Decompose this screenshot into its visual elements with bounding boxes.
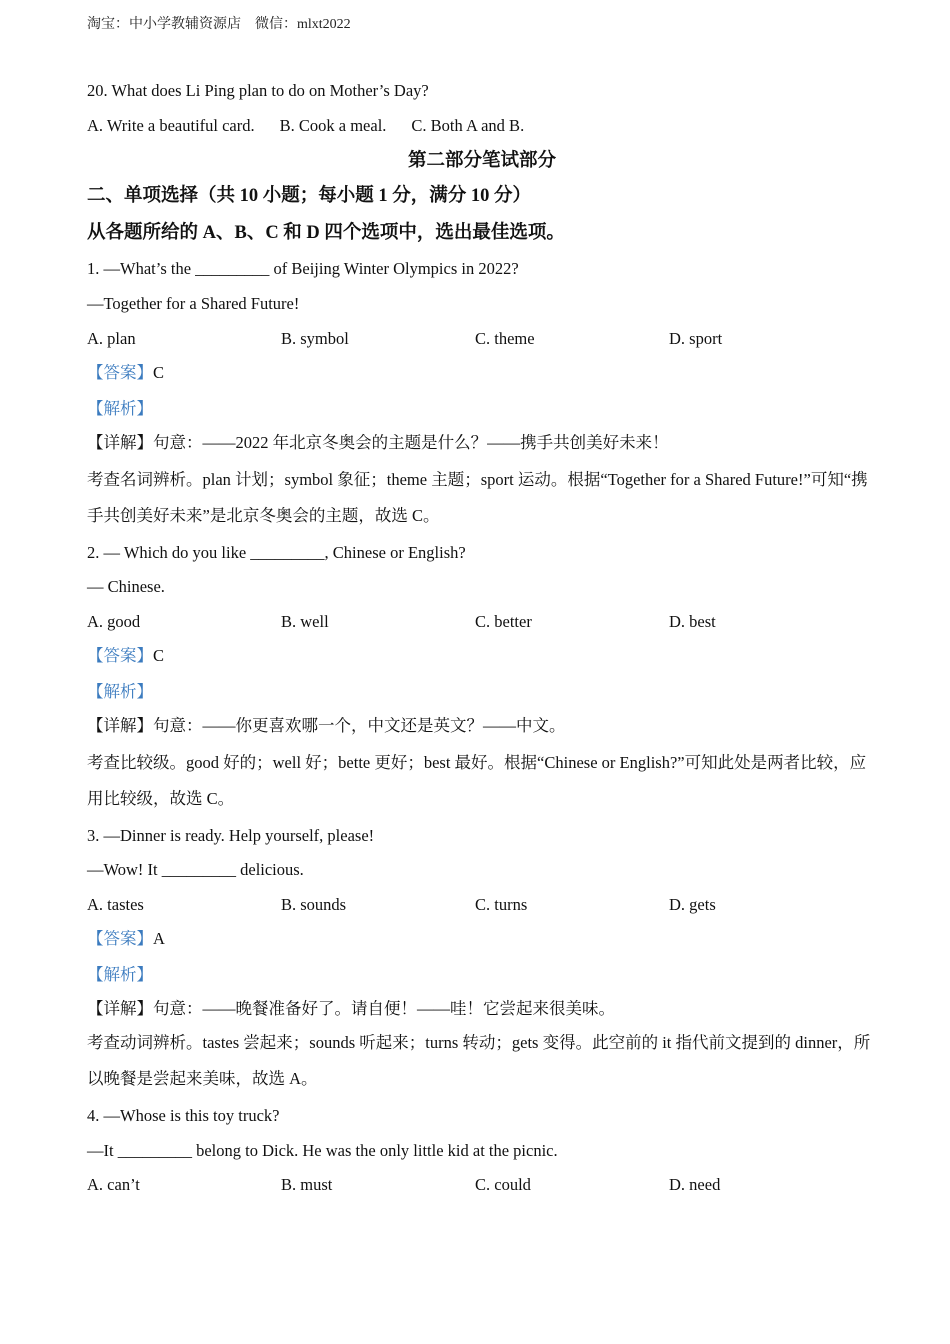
answer-label: 【答案】 (87, 363, 153, 382)
q3-option-c: C. turns (475, 895, 528, 914)
q1-option-c: C. theme (475, 329, 535, 348)
q2-answer (87, 646, 164, 666)
q2-detail: 【详解】句意：——你更喜欢哪一个，中文还是英文？——中文。 (87, 716, 566, 735)
q3-analysis-label: 【解析】 (87, 965, 153, 984)
q3-option-a: A. tastes (87, 895, 144, 914)
q4-line1: 4. —Whose is this toy truck? (87, 1106, 280, 1125)
q3-line2: —Wow! It _________ delicious. (87, 860, 304, 879)
q1-answer-value: C (153, 363, 165, 382)
q4-option-b: B. must (281, 1175, 333, 1194)
q3-answer (87, 929, 165, 949)
q2-analysis-label: 【解析】 (87, 682, 153, 701)
q4-option-a: A. can’t (87, 1175, 140, 1194)
q3-answer-value: A (153, 929, 165, 948)
q3-explanation: 考查动词辨析。tastes 尝起来；sounds 听起来；turns 转动；gets 变得。此空前的 it 指代前文提到的 dinner，所以晚餐是尝起来美味，故选 A。 (87, 1033, 871, 1088)
section-heading: 二、单项选择（共 10 小题；每小题 1 分，满分 10 分） (87, 186, 532, 206)
q3-detail: 【详解】句意：——晚餐准备好了。请自便！——哇！它尝起来很美味。 (87, 999, 615, 1018)
q1-option-a: A. plan (87, 329, 136, 348)
q1-line2: —Together for a Shared Future! (87, 294, 300, 313)
q1-options (87, 329, 863, 349)
q2-option-d: D. best (669, 612, 716, 631)
q1-analysis-label: 【解析】 (87, 399, 153, 418)
answer-label: 【答案】 (87, 929, 153, 948)
q20-stem: 20. What does Li Ping plan to do on Mother’s Day? (87, 81, 429, 100)
q2-line1: 2. — Which do you like _________, Chinese or English? (87, 543, 466, 562)
q3-option-b: B. sounds (281, 895, 347, 914)
header-wechat: 微信：mlxt2022 (255, 17, 351, 32)
q4-options (87, 1175, 863, 1195)
q1-option-d: D. sport (669, 329, 723, 348)
q1-line1: 1. —What’s the _________ of Beijing Winter Olympics in 2022? (87, 259, 519, 278)
q20-option-c: C. Both A and B. (411, 116, 525, 135)
q1-explanation: 考查名词辨析。plan 计划；symbol 象征；theme 主题；sport 运动。根据“Together for a Shared Future!”可知“携手共创美好未来”是北京冬奥会的主题，故选 C。 (87, 470, 868, 525)
q4-line2: —It _________ belong to Dick. He was the only little kid at the picnic. (87, 1141, 558, 1160)
q2-option-c: C. better (475, 612, 532, 631)
q2-answer-value: C (153, 646, 165, 665)
q1-option-b: B. symbol (281, 329, 349, 348)
q1-answer (87, 363, 164, 383)
q20-options (87, 116, 549, 136)
section-instruction: 从各题所给的 A、B、C 和 D 四个选项中，选出最佳选项。 (87, 223, 565, 243)
q2-line2: — Chinese. (87, 577, 165, 596)
page-header (87, 13, 351, 33)
q3-line1: 3. —Dinner is ready. Help yourself, please! (87, 826, 375, 845)
q4-option-c: C. could (475, 1175, 531, 1194)
q3-option-d: D. gets (669, 895, 716, 914)
q4-option-d: D. need (669, 1175, 721, 1194)
q3-options (87, 895, 863, 915)
q2-option-b: B. well (281, 612, 329, 631)
header-shop: 淘宝：中小学教辅资源店 (87, 17, 241, 32)
answer-label: 【答案】 (87, 646, 153, 665)
q2-options (87, 612, 863, 632)
q2-explanation: 考查比较级。good 好的；well 好；bette 更好；best 最好。根据“Chinese or English?”可知此处是两者比较，应用比较级，故选 C。 (87, 753, 867, 808)
q2-option-a: A. good (87, 612, 141, 631)
q1-detail: 【详解】句意：——2022 年北京冬奥会的主题是什么？——携手共创美好未来！ (87, 433, 669, 452)
part2-title: 第二部分笔试部分 (407, 151, 556, 171)
q20-option-a: A. Write a beautiful card. (87, 116, 255, 135)
q20-option-b: B. Cook a meal. (279, 116, 387, 135)
